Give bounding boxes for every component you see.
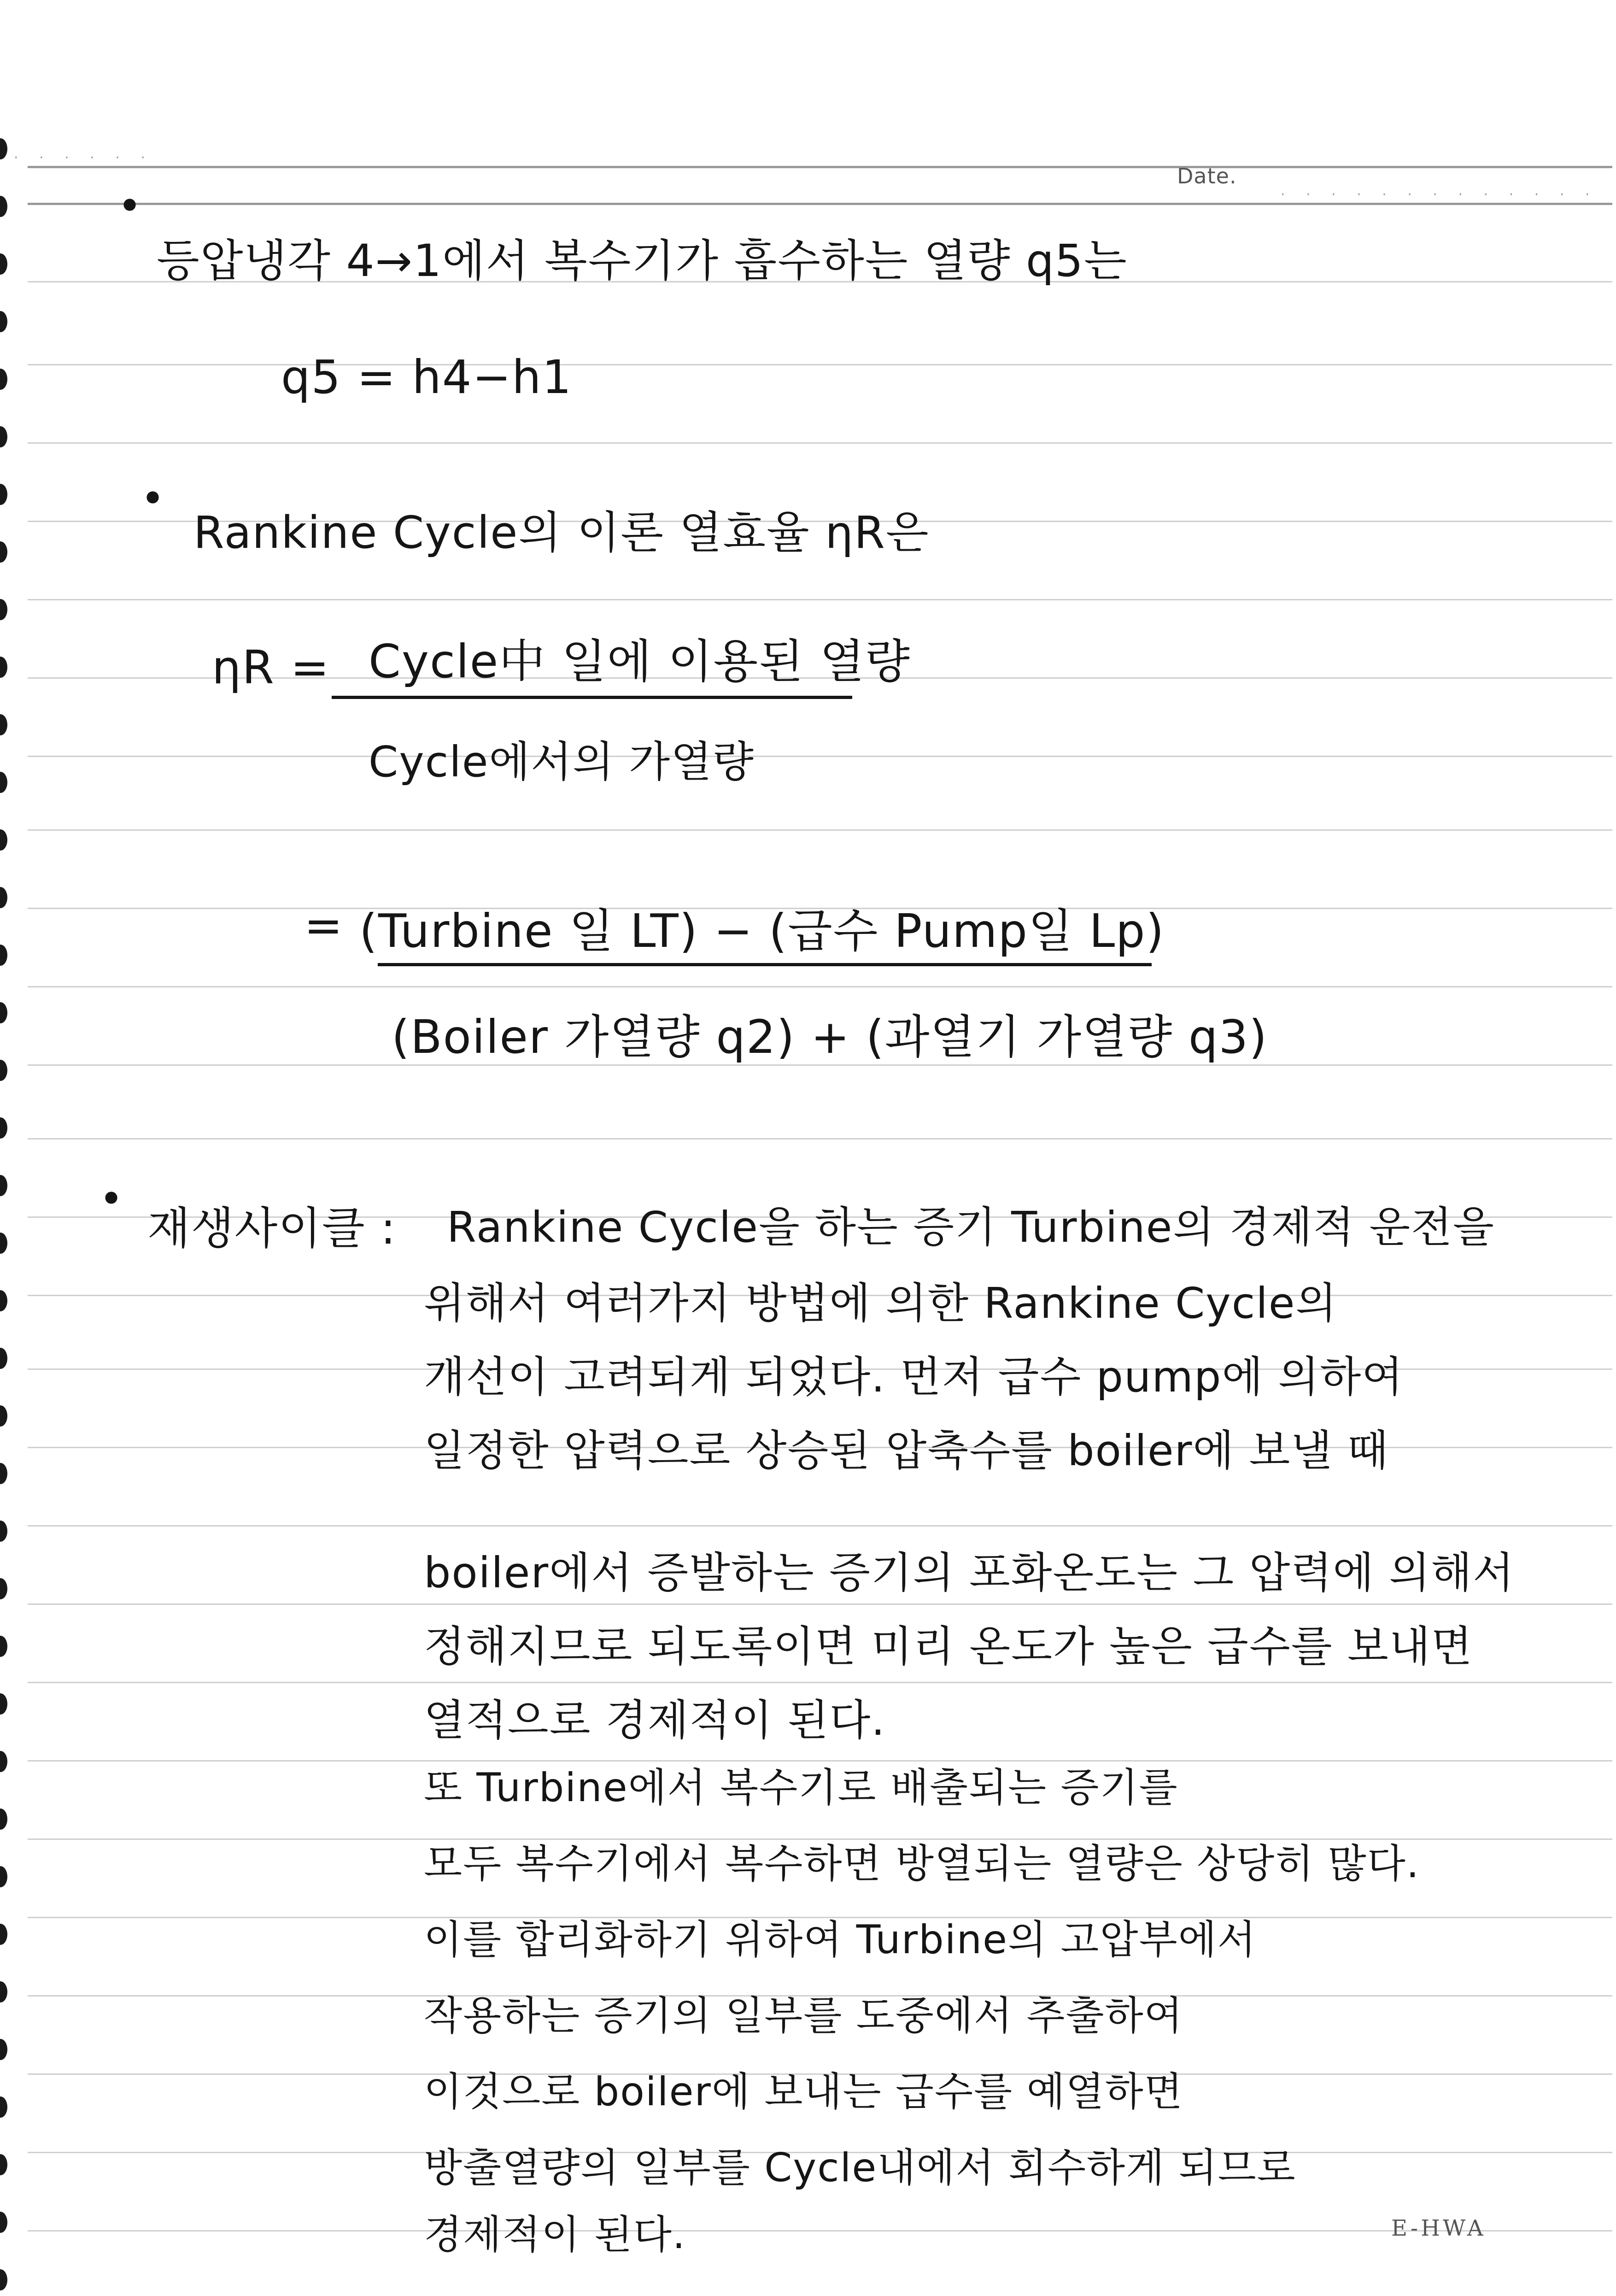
binder-hole [0, 1751, 7, 1772]
binder-hole [0, 2154, 7, 2175]
binder-hole [0, 2039, 7, 2060]
binder-hole [0, 1463, 7, 1484]
binder-hole [0, 1578, 7, 1599]
ruled-line [28, 1682, 1612, 1683]
binder-hole [0, 829, 7, 851]
regen-p3-line2: 모두 복수기에서 복수하면 방열되는 열량은 상당히 많다. [424, 1841, 1420, 1887]
fraction1-denominator: Cycle에서의 가열량 [369, 737, 755, 787]
ruled-line [28, 442, 1612, 444]
ruled-line [28, 1603, 1612, 1605]
binder-hole [0, 484, 7, 505]
regen-p3-line1: 또 Turbine에서 복수기로 배출되는 증기를 [424, 1765, 1178, 1811]
binder-hole [0, 1002, 7, 1023]
binder-hole [0, 541, 7, 563]
binder-hole [0, 1175, 7, 1196]
binder-hole [0, 1636, 7, 1657]
bullet-1: • [117, 182, 142, 230]
bullet-2: • [141, 475, 165, 523]
ruled-line [28, 1525, 1612, 1527]
regen-p2-line1: boiler에서 증발하는 증기의 포화온도는 그 압력에 의해서 [424, 1548, 1515, 1597]
regen-p3-line5: 이것으로 boiler에 보내는 급수를 예열하면 [424, 2069, 1183, 2115]
binder-hole [0, 1693, 7, 1715]
regen-p1-line3: 개선이 고려되게 되었다. 먼저 급수 pump에 의하여 [424, 1352, 1404, 1402]
binder-hole [0, 2269, 7, 2290]
regen-p3-line4: 작용하는 증기의 일부를 도중에서 추출하여 [424, 1993, 1183, 2039]
binder-hole [0, 599, 7, 620]
binder-hole [0, 2096, 7, 2118]
note-line-condenser-heat: 등압냉각 4→1에서 복수기가 흡수하는 열량 q5는 [157, 235, 1128, 287]
brand-mark: E-HWA [1391, 2215, 1486, 2241]
ruled-line [28, 2230, 1612, 2231]
regen-p1-line1: Rankine Cycle을 하는 증기 Turbine의 경제적 운전을 [447, 1203, 1495, 1252]
binder-hole [0, 772, 7, 793]
fraction2-bar [378, 963, 1152, 966]
regen-p3-line6: 방출열량의 일부를 Cycle내에서 회수하게 되므로 [424, 2145, 1296, 2191]
binder-hole [0, 1981, 7, 2002]
binder-hole [0, 1233, 7, 1254]
binder-hole [0, 2212, 7, 2233]
binder-hole [0, 1060, 7, 1081]
ruled-line [28, 756, 1612, 757]
binder-hole [0, 1348, 7, 1369]
fraction1-numerator: Cycle中 일에 이용된 열량 [369, 634, 911, 688]
binder-hole [0, 1924, 7, 1945]
fraction1-bar [332, 696, 852, 699]
regen-p2-line3: 열적으로 경제적이 된다. [424, 1696, 886, 1745]
eta-lhs: ηR = [212, 640, 330, 694]
ruled-line [28, 829, 1612, 831]
ruled-line [28, 1138, 1612, 1139]
regen-p3-line3: 이를 합리화하기 위하여 Turbine의 고압부에서 [424, 1917, 1257, 1963]
regen-p1-line4: 일정한 압력으로 상승된 압축수를 boiler에 보낼 때 [424, 1426, 1389, 1475]
ruled-line [28, 599, 1612, 600]
equals-sign: = [304, 898, 344, 952]
ruled-line [28, 986, 1612, 987]
binder-hole [0, 253, 7, 275]
binder-hole [0, 369, 7, 390]
note-line-rankine-efficiency: Rankine Cycle의 이론 열효율 ηR은 [193, 507, 930, 558]
header-dots-right: · · · · · · · · · · · · · [1281, 187, 1598, 203]
binder-hole [0, 945, 7, 966]
binder-hole [0, 138, 7, 159]
binder-hole [0, 887, 7, 908]
ruled-line [28, 364, 1612, 365]
binder-hole [0, 1117, 7, 1139]
binder-hole [0, 311, 7, 332]
ruled-line [28, 203, 1612, 205]
date-label: Date. [1177, 164, 1237, 188]
binder-hole [0, 196, 7, 217]
fraction2-numerator: (Turbine 일 LT) − (급수 Pump일 Lp) [359, 904, 1165, 958]
binder-hole [0, 1405, 7, 1427]
binder-hole [0, 657, 7, 678]
regen-p1-line2: 위해서 여러가지 방법에 의한 Rankine Cycle의 [424, 1279, 1338, 1328]
equation-q5: q5 = h4−h1 [281, 350, 573, 404]
binder-hole [0, 1809, 7, 1830]
binder-hole [0, 1866, 7, 1887]
bullet-3: • [99, 1175, 124, 1223]
regen-p2-line2: 정해지므로 되도록이면 미리 온도가 높은 급수를 보내면 [424, 1622, 1473, 1671]
binder-hole [0, 1290, 7, 1311]
header-dots-left: · · · · · · [14, 150, 153, 166]
ruled-line [28, 166, 1612, 168]
binder-hole [0, 426, 7, 447]
binder-hole [0, 1521, 7, 1542]
regen-cycle-label: 재생사이클 : [147, 1203, 397, 1254]
regen-p3-line7: 경제적이 된다. [424, 2212, 686, 2258]
fraction2-denominator: (Boiler 가열량 q2) + (과열기 가열량 q3) [392, 1010, 1268, 1064]
binder-hole [0, 714, 7, 735]
